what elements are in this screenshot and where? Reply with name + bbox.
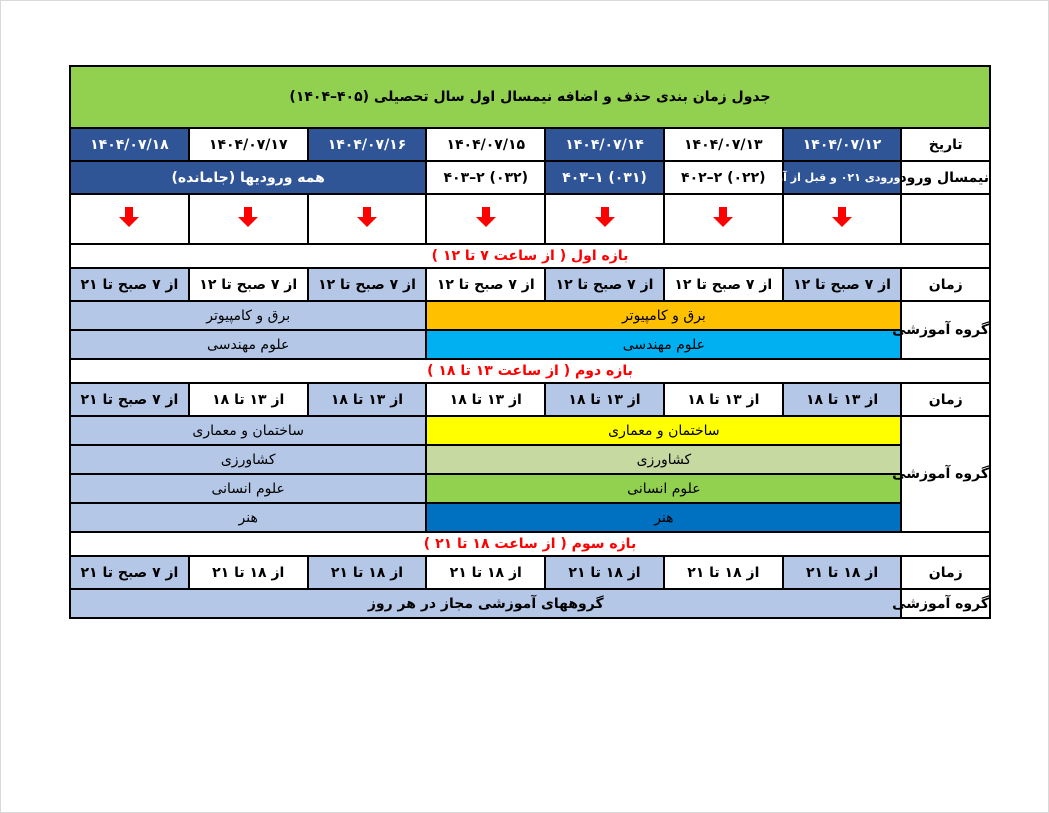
time-cell: از ۱۸ تا ۲۱ [664,556,783,589]
date-row [70,128,990,161]
entry-cell: ورودی ۰۲۱ و قبل از آن [783,161,902,194]
arrow-cell [783,194,902,244]
time-cell: از ۱۸ تا ۲۱ [783,556,902,589]
time-cell: از ۷ صبح تا ۲۱ [70,268,189,301]
group-cell: برق و کامپیوتر [426,301,901,330]
down-arrow-icon [593,205,617,229]
group-cell: علوم مهندسی [426,330,901,359]
group-label: گروه آموزشی [901,416,990,532]
time-cell: از ۷ صبح تا ۱۲ [664,268,783,301]
entry-cell: همه ورودیها (جامانده) [70,161,426,194]
group-label: گروه آموزشی [901,301,990,359]
down-arrow-icon [117,205,141,229]
period-heading: بازه اول ( از ساعت ۷ تا ۱۲ ) [70,244,990,268]
arrow-cell [426,194,545,244]
time-cell: از ۷ صبح تا ۱۲ [308,268,427,301]
date-cell: ۱۴۰۴/۰۷/۱۲ [783,128,902,161]
entry-label: نیمسال ورود [901,161,990,194]
group-cell: علوم انسانی [70,474,426,503]
time-cell: از ۱۸ تا ۲۱ [426,556,545,589]
down-arrow-icon [474,205,498,229]
time-cell: از ۷ صبح تا ۱۲ [189,268,308,301]
group-cell: هنر [426,503,901,532]
time-label: زمان [901,268,990,301]
date-cell: ۱۴۰۴/۰۷/۱۳ [664,128,783,161]
time-cell: از ۱۳ تا ۱۸ [189,383,308,416]
time-cell: از ۱۳ تا ۱۸ [308,383,427,416]
group-cell: علوم انسانی [426,474,901,503]
group-cell: هنر [70,503,426,532]
final-note: گروههای آموزشی مجاز در هر روز [70,589,901,618]
group-cell: ساختمان و معماری [70,416,426,445]
schedule-table [69,65,991,619]
down-arrow-icon [355,205,379,229]
time-cell: از ۷ صبح تا ۱۲ [545,268,664,301]
arrow-cell [664,194,783,244]
table-title: جدول زمان بندی حذف و اضافه نیمسال اول سال تحصیلی (۴۰۵–۱۴۰۴) [70,66,990,128]
arrow-cell [308,194,427,244]
time-cell: از ۷ صبح تا ۲۱ [70,556,189,589]
entry-cell: (۰۳۱) ۱–۴۰۳ [545,161,664,194]
time-cell: از ۱۳ تا ۱۸ [783,383,902,416]
date-cell: ۱۴۰۴/۰۷/۱۶ [308,128,427,161]
arrow-row [70,194,990,244]
arrow-cell [545,194,664,244]
arrow-spacer [901,194,990,244]
time-cell: از ۷ صبح تا ۱۲ [783,268,902,301]
time-label: زمان [901,383,990,416]
time-cell: از ۱۳ تا ۱۸ [426,383,545,416]
date-cell: ۱۴۰۴/۰۷/۱۸ [70,128,189,161]
group-cell: کشاورزی [426,445,901,474]
date-cell: ۱۴۰۴/۰۷/۱۵ [426,128,545,161]
entry-cell: (۰۲۲) ۲–۴۰۲ [664,161,783,194]
time-cell: از ۱۸ تا ۲۱ [545,556,664,589]
down-arrow-icon [711,205,735,229]
time-row [70,268,990,301]
group-cell: علوم مهندسی [70,330,426,359]
time-cell: از ۱۸ تا ۲۱ [308,556,427,589]
period-heading: بازه دوم ( از ساعت ۱۳ تا ۱۸ ) [70,359,990,383]
group-label: گروه آموزشی [901,589,990,618]
entry-cell: (۰۳۲) ۲–۴۰۳ [426,161,545,194]
time-cell: از ۱۳ تا ۱۸ [664,383,783,416]
arrow-cell [189,194,308,244]
period-heading: بازه سوم ( از ساعت ۱۸ تا ۲۱ ) [70,532,990,556]
down-arrow-icon [830,205,854,229]
entry-row [70,161,990,194]
group-cell: برق و کامپیوتر [70,301,426,330]
time-cell: از ۱۸ تا ۲۱ [189,556,308,589]
group-cell: کشاورزی [70,445,426,474]
date-cell: ۱۴۰۴/۰۷/۱۴ [545,128,664,161]
date-cell: ۱۴۰۴/۰۷/۱۷ [189,128,308,161]
time-cell: از ۷ صبح تا ۲۱ [70,383,189,416]
date-label: تاریخ [901,128,990,161]
time-label: زمان [901,556,990,589]
time-row [70,556,990,589]
time-cell: از ۱۳ تا ۱۸ [545,383,664,416]
arrow-cell [70,194,189,244]
group-cell: ساختمان و معماری [426,416,901,445]
time-cell: از ۷ صبح تا ۱۲ [426,268,545,301]
down-arrow-icon [236,205,260,229]
time-row [70,383,990,416]
